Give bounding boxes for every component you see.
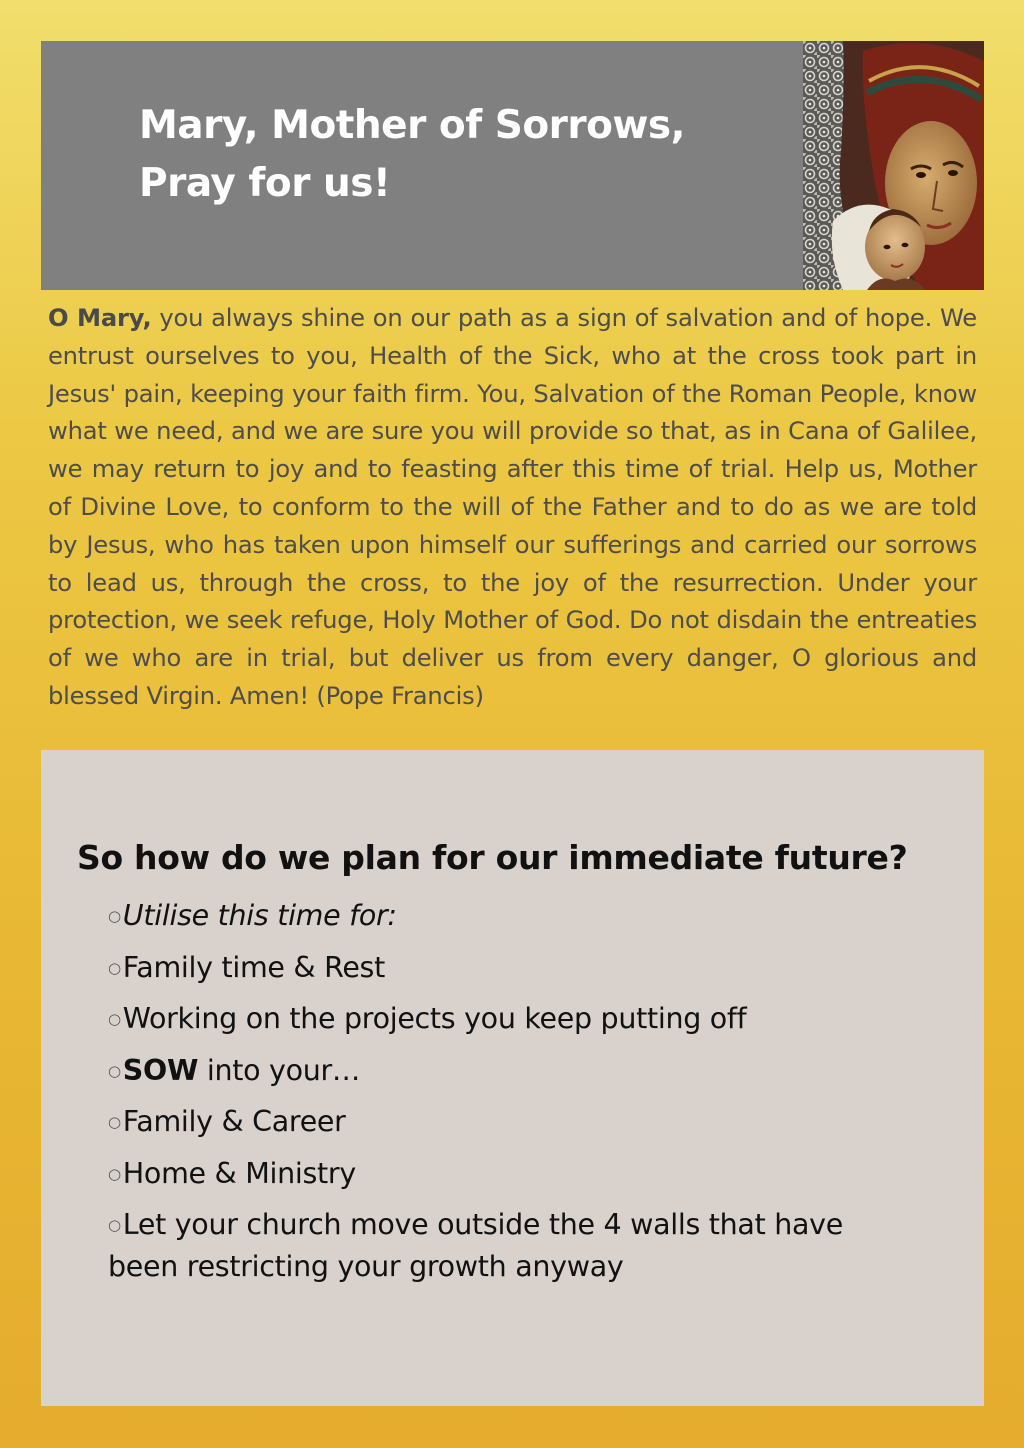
plan-heading: So how do we plan for our immediate future?	[77, 838, 908, 877]
list-item-text: Let your church move outside the 4 walls that have been restricting your growth anyway	[108, 1208, 843, 1283]
madonna-and-child-icon	[803, 41, 984, 290]
list-item-text: into your…	[198, 1053, 361, 1087]
prayer-opening: O Mary,	[48, 304, 152, 332]
list-item	[108, 1204, 868, 1288]
list-item-text: Utilise this time for:	[122, 899, 397, 932]
list-item	[108, 947, 868, 989]
page-title	[139, 97, 685, 213]
list-item-text: Working on the projects you keep putting off	[122, 1002, 747, 1035]
prayer-body: you always shine on our path as a sign of salvation and of hope. We entrust ourselves to you, Health of the Sick, who at the cross took part in Jesus' pain, keeping your faith firm. You, Salvation of the Roman People, know what we need, and we are sure you will provide so that, as in Cana of Galilee, we may return to joy and to feasting after this time of trial. Help us, Mother of Divine Love, to conform to the will of the Father and to do as we are told by Jesus, who has taken upon himself our sufferings and carried our sorrows to lead us, through the cross, to the joy of the resurrection. Under your protection, we seek refuge, Holy Mother of God. Do not disdain the entreaties of we who are in trial, but deliver us from every danger, O glorious and blessed Virgin. Amen! (Pope Francis)	[48, 304, 977, 710]
list-item	[108, 1153, 868, 1195]
list-item-text: Home & Ministry	[122, 1156, 356, 1190]
prayer-text	[48, 300, 977, 716]
circle-bullet-icon: ○	[108, 1113, 121, 1131]
circle-bullet-icon: ○	[108, 1061, 121, 1080]
circle-bullet-icon: ○	[108, 1164, 121, 1183]
circle-bullet-icon: ○	[108, 1216, 121, 1234]
title-banner	[41, 41, 803, 290]
list-item	[108, 998, 868, 1040]
title-line-1: Mary, Mother of Sorrows,	[139, 103, 685, 148]
list-item-emphasis: SOW	[122, 1053, 199, 1087]
list-item	[108, 1101, 868, 1143]
list-item-text: Family & Career	[122, 1105, 346, 1138]
list-item	[108, 1050, 868, 1092]
plan-card	[41, 750, 984, 1406]
circle-bullet-icon: ○	[108, 958, 121, 977]
plan-list	[108, 895, 868, 1298]
circle-bullet-icon: ○	[108, 907, 121, 925]
list-item-text: Family time & Rest	[122, 950, 385, 984]
list-item	[108, 895, 868, 937]
circle-bullet-icon: ○	[108, 1010, 121, 1028]
title-line-2: Pray for us!	[139, 161, 391, 206]
